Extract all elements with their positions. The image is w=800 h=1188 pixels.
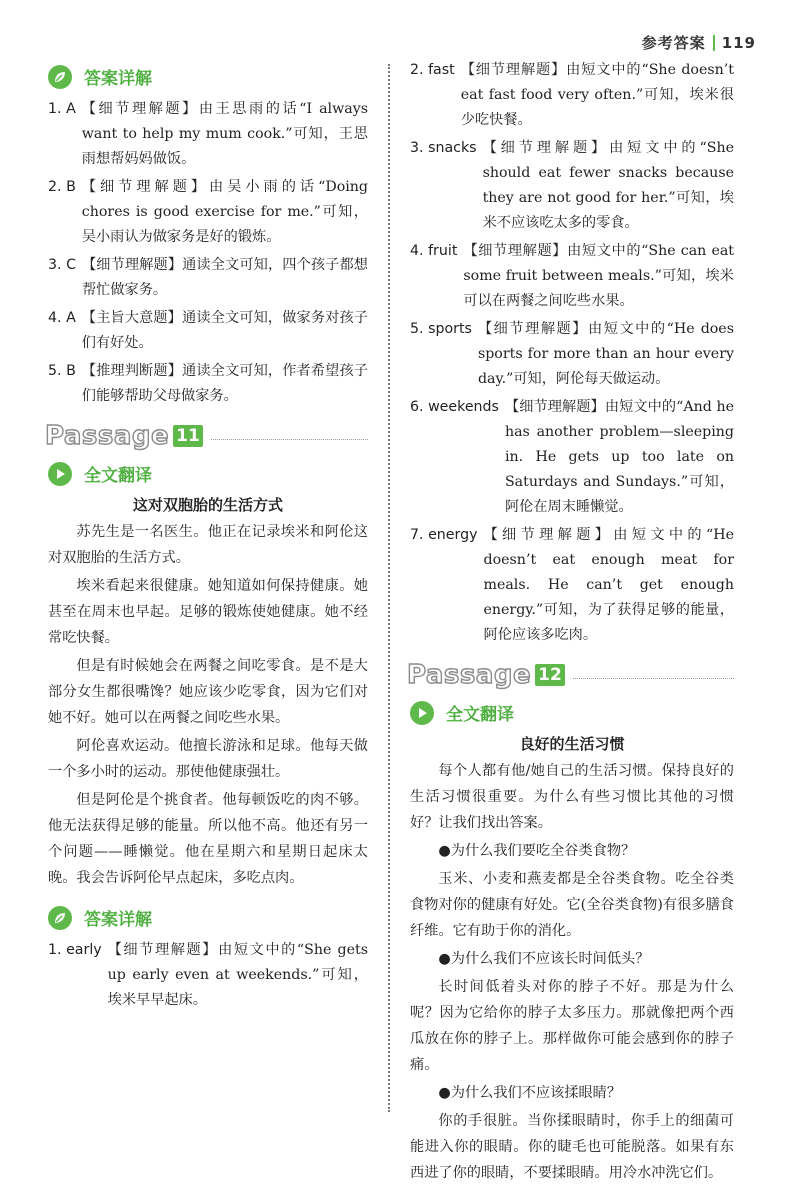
answer-item: 7. energy 【细节理解题】由短文中的“He doesn’t eat enough meat for meals. He can’t get enough energy.”可知，为了获得足够的能量，阿伦应该多吃肉。 <box>410 527 734 643</box>
translation-heading-label: 全文翻译 <box>446 705 514 725</box>
passage-number: 12 <box>535 664 565 686</box>
bullet-question: ●为什么我们不应该揉眼睛？ <box>438 1085 622 1101</box>
answer-item: 3. snacks 【细节理解题】由短文中的“She should eat fewer snacks because they are not good for her.”可知，埃米不应该吃太多的零食。 <box>410 140 734 231</box>
page-header <box>642 32 756 53</box>
bullet-question: ●为什么我们要吃全谷类食物？ <box>438 843 636 859</box>
page-number: 119 <box>721 33 756 52</box>
passage-rule <box>573 678 734 679</box>
header-title: 参考答案 <box>641 34 706 52</box>
play-icon <box>48 462 72 486</box>
play-icon <box>410 701 434 725</box>
paragraph: 长时间低着头对你的脖子不好。那是为什么呢？因为它给你的脖子太多压力。那就像把两个西瓜放在你的脖子上。那样做你可能会感到你的脖子痛。 <box>410 979 734 1073</box>
left-column <box>45 58 368 1016</box>
answers-heading-label: 答案详解 <box>84 910 152 930</box>
answer-item: 2. B 【细节理解题】由吴小雨的话“Doing chores is good exercise for me.”可知，吴小雨认为做家务是好的锻炼。 <box>48 179 368 245</box>
answer-item: 4. fruit 【细节理解题】由短文中的“She can eat some fruit between meals.”可知，埃米可以在两餐之间吃些水果。 <box>410 243 734 309</box>
answer-item: 5. B 【推理判断题】通读全文可知，作者希望孩子们能够帮助父母做家务。 <box>48 363 368 404</box>
answer-item: 2. fast 【细节理解题】由短文中的“She doesn’t eat fast food very often.”可知，埃米很少吃快餐。 <box>410 62 734 128</box>
translation-heading <box>410 700 734 725</box>
paragraph: 每个人都有他/她自己的生活习惯。保持良好的生活习惯很重要。为什么有些习惯比其他的习惯好？让我们找出答案。 <box>410 763 734 831</box>
answer-item: 3. C 【细节理解题】通读全文可知，四个孩子都想帮忙做家务。 <box>48 257 368 298</box>
paragraph: 埃米看起来很健康。她知道如何保持健康。她甚至在周末也早起。足够的锻炼使她健康。她不经常吃快餐。 <box>48 578 368 646</box>
paragraph: 玉米、小麦和燕麦都是全谷类食物。吃全谷类食物对你的健康有好处。它(全谷类食物)有很多膳食纤维。它有助于你的消化。 <box>410 871 734 939</box>
paragraph: 但是有时候她会在两餐之间吃零食。是不是大部分女生都很嘴馋？她应该少吃零食，因为它们对她不好。她可以在两餐之间吃些水果。 <box>48 658 368 726</box>
answers-heading <box>48 905 368 930</box>
answers-heading <box>48 64 368 89</box>
passage-11-heading <box>45 421 368 451</box>
right-column <box>407 58 734 1188</box>
translation-title: 这对双胞胎的生活方式 <box>132 496 283 514</box>
bullet-question: ●为什么我们不应该长时间低头？ <box>438 951 650 967</box>
paragraph: 但是阿伦是个挑食者。他每顿饭吃的肉不够。他无法获得足够的能量。所以他不高。他还有另一个问题——睡懒觉。他在星期六和星期日起床太晚。我会告诉阿伦早点起床，多吃点肉。 <box>48 792 368 886</box>
header-separator <box>713 35 715 51</box>
passage-label: Passage <box>407 660 532 690</box>
answers-heading-label: 答案详解 <box>84 69 152 89</box>
paragraph: 你的手很脏。当你揉眼睛时，你手上的细菌可能进入你的眼睛。你的睫毛也可能脱落。如果有东西进了你的眼睛，不要揉眼睛。用冷水冲洗它们。 <box>410 1113 734 1181</box>
passage-rule <box>211 439 368 440</box>
translation-heading <box>48 461 368 486</box>
translation-heading-label: 全文翻译 <box>84 466 152 486</box>
passage-label: Passage <box>45 421 170 451</box>
passage-number: 11 <box>173 425 203 447</box>
paragraph: 苏先生是一名医生。他正在记录埃米和阿伦这对双胞胎的生活方式。 <box>48 524 368 566</box>
answer-item: 1. A 【细节理解题】由王思雨的话“I always want to help my mum cook.”可知，王思雨想帮妈妈做饭。 <box>48 101 368 167</box>
leaf-icon <box>48 65 72 89</box>
leaf-icon <box>48 906 72 930</box>
answer-item: 6. weekends 【细节理解题】由短文中的“And he has another problem—sleeping in. He gets up too late on Saturdays and Sundays.”可知，阿伦在周末睡懒觉。 <box>410 399 734 515</box>
paragraph: 阿伦喜欢运动。他擅长游泳和足球。他每天做一个多小时的运动。那使他健康强壮。 <box>48 738 368 780</box>
answer-item: 5. sports 【细节理解题】由短文中的“He does sports for more than an hour every day.”可知，阿伦每天做运动。 <box>410 321 734 387</box>
column-divider <box>388 64 390 1112</box>
translation-title: 良好的生活习惯 <box>519 735 625 753</box>
answer-item: 1. early 【细节理解题】由短文中的“She gets up early even at weekends.”可知，埃米早早起床。 <box>48 942 368 1008</box>
passage-12-heading <box>407 660 734 690</box>
answer-item: 4. A 【主旨大意题】通读全文可知，做家务对孩子们有好处。 <box>48 310 368 351</box>
